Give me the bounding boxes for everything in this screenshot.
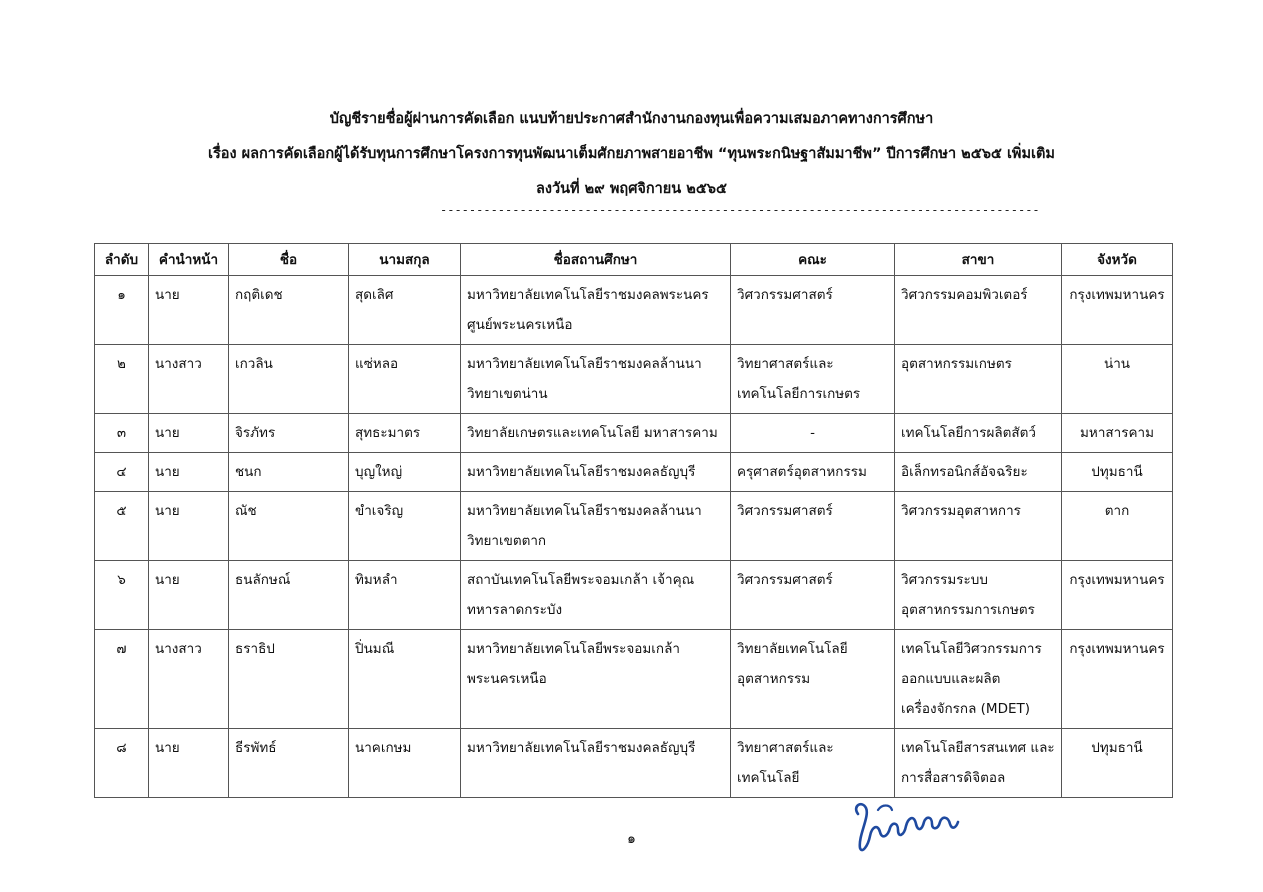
cell-first-name: จิรภัทร xyxy=(229,414,349,453)
cell-school: มหาวิทยาลัยเทคโนโลยีพระจอมเกล้า พระนครเหนือ xyxy=(461,630,731,729)
cell-first-name: ณัช xyxy=(229,492,349,561)
cell-school: วิทยาลัยเกษตรและเทคโนโลยี มหาสารคาม xyxy=(461,414,731,453)
column-header-faculty: คณะ xyxy=(731,244,895,276)
cell-faculty: วิศวกรรมศาสตร์ xyxy=(731,561,895,630)
cell-prefix: นางสาว xyxy=(149,345,229,414)
header-subject: เรื่อง ผลการคัดเลือกผู้ได้รับทุนการศึกษาโครงการทุนพัฒนาเต็มศักยภาพสายอาชีพ “ทุนพระกนิษฐาสัมมาชีพ” ปีการศึกษา ๒๕๖๕ เพิ่มเติม xyxy=(208,146,1055,162)
cell-major: วิศวกรรมคอมพิวเตอร์ xyxy=(895,276,1062,345)
column-header-school: ชื่อสถานศึกษา xyxy=(461,244,731,276)
cell-no: ๔ xyxy=(95,453,149,492)
cell-no: ๕ xyxy=(95,492,149,561)
cell-prefix: นาย xyxy=(149,729,229,798)
cell-province: กรุงเทพมหานคร xyxy=(1062,561,1173,630)
cell-province: ปทุมธานี xyxy=(1062,729,1173,798)
column-header-prefix: คำนำหน้า xyxy=(149,244,229,276)
cell-province: กรุงเทพมหานคร xyxy=(1062,630,1173,729)
cell-school: มหาวิทยาลัยเทคโนโลยีราชมงคลล้านนา วิทยาเขตน่าน xyxy=(461,345,731,414)
page-number: ๑ xyxy=(627,831,636,847)
cell-major: อุตสาหกรรมเกษตร xyxy=(895,345,1062,414)
cell-last-name: แซ่หลอ xyxy=(349,345,461,414)
cell-prefix: นาย xyxy=(149,492,229,561)
cell-school: สถาบันเทคโนโลยีพระจอมเกล้า เจ้าคุณทหารลาดกระบัง xyxy=(461,561,731,630)
cell-no: ๒ xyxy=(95,345,149,414)
column-header-province: จังหวัด xyxy=(1062,244,1173,276)
cell-no: ๖ xyxy=(95,561,149,630)
cell-faculty: วิทยาลัยเทคโนโลยี อุตสาหกรรม xyxy=(731,630,895,729)
roster-table xyxy=(94,243,1173,798)
cell-prefix: นาย xyxy=(149,453,229,492)
cell-province: กรุงเทพมหานคร xyxy=(1062,276,1173,345)
cell-no: ๑ xyxy=(95,276,149,345)
cell-last-name: ปิ่นมณี xyxy=(349,630,461,729)
cell-province: ตาก xyxy=(1062,492,1173,561)
cell-no: ๘ xyxy=(95,729,149,798)
cell-no: ๓ xyxy=(95,414,149,453)
header-divider: ----------------------------------------------------------------------------------- xyxy=(440,203,1040,217)
column-header-first-name: ชื่อ xyxy=(229,244,349,276)
cell-province: น่าน xyxy=(1062,345,1173,414)
cell-prefix: นาย xyxy=(149,276,229,345)
cell-first-name: ธีรพัทธ์ xyxy=(229,729,349,798)
cell-faculty: - xyxy=(731,414,895,453)
table-row xyxy=(95,492,1173,561)
cell-school: มหาวิทยาลัยเทคโนโลยีราชมงคลธัญบุรี xyxy=(461,453,731,492)
cell-last-name: ทิมหลำ xyxy=(349,561,461,630)
column-header-major: สาขา xyxy=(895,244,1062,276)
table-row xyxy=(95,630,1173,729)
cell-last-name: นาคเกษม xyxy=(349,729,461,798)
cell-prefix: นาย xyxy=(149,561,229,630)
table-row xyxy=(95,276,1173,345)
cell-first-name: เกวลิน xyxy=(229,345,349,414)
cell-first-name: กฤติเดช xyxy=(229,276,349,345)
table-header-row xyxy=(95,244,1173,276)
cell-first-name: ธนลักษณ์ xyxy=(229,561,349,630)
cell-major: วิศวกรรมอุตสาหการ xyxy=(895,492,1062,561)
cell-school: มหาวิทยาลัยเทคโนโลยีราชมงคลธัญบุรี xyxy=(461,729,731,798)
cell-province: ปทุมธานี xyxy=(1062,453,1173,492)
cell-no: ๗ xyxy=(95,630,149,729)
cell-school: มหาวิทยาลัยเทคโนโลยีราชมงคลพระนคร ศูนย์พระนครเหนือ xyxy=(461,276,731,345)
cell-major: เทคโนโลยีวิศวกรรมการ ออกแบบและผลิต เครื่องจักรกล (MDET) xyxy=(895,630,1062,729)
table-row xyxy=(95,414,1173,453)
cell-faculty: ครุศาสตร์อุตสาหกรรม xyxy=(731,453,895,492)
table-row xyxy=(95,453,1173,492)
cell-last-name: สุทธะมาตร xyxy=(349,414,461,453)
column-header-no: ลำดับ xyxy=(95,244,149,276)
table-row xyxy=(95,345,1173,414)
table-row xyxy=(95,729,1173,798)
document-header xyxy=(0,102,1263,207)
cell-major: อิเล็กทรอนิกส์อัจฉริยะ xyxy=(895,453,1062,492)
cell-faculty: วิศวกรรมศาสตร์ xyxy=(731,492,895,561)
cell-faculty: วิทยาศาสตร์และ เทคโนโลยี xyxy=(731,729,895,798)
cell-first-name: ชนก xyxy=(229,453,349,492)
cell-prefix: นางสาว xyxy=(149,630,229,729)
cell-last-name: สุดเลิศ xyxy=(349,276,461,345)
cell-first-name: ธราธิป xyxy=(229,630,349,729)
cell-major: วิศวกรรมระบบ อุตสาหกรรมการเกษตร xyxy=(895,561,1062,630)
header-date: ลงวันที่ ๒๙ พฤศจิกายน ๒๕๖๕ xyxy=(536,181,727,197)
cell-prefix: นาย xyxy=(149,414,229,453)
cell-faculty: วิศวกรรมศาสตร์ xyxy=(731,276,895,345)
cell-province: มหาสารคาม xyxy=(1062,414,1173,453)
cell-faculty: วิทยาศาสตร์และ เทคโนโลยีการเกษตร xyxy=(731,345,895,414)
cell-last-name: บุญใหญ่ xyxy=(349,453,461,492)
cell-major: เทคโนโลยีสารสนเทศ และการสื่อสารดิจิตอล xyxy=(895,729,1062,798)
header-title: บัญชีรายชื่อผู้ผ่านการคัดเลือก แนบท้ายประกาศสำนักงานกองทุนเพื่อความเสมอภาคทางการศึกษา xyxy=(329,111,934,127)
column-header-last-name: นามสกุล xyxy=(349,244,461,276)
cell-school: มหาวิทยาลัยเทคโนโลยีราชมงคลล้านนา วิทยาเขตตาก xyxy=(461,492,731,561)
cell-major: เทคโนโลยีการผลิตสัตว์ xyxy=(895,414,1062,453)
table-row xyxy=(95,561,1173,630)
cell-last-name: ขำเจริญ xyxy=(349,492,461,561)
